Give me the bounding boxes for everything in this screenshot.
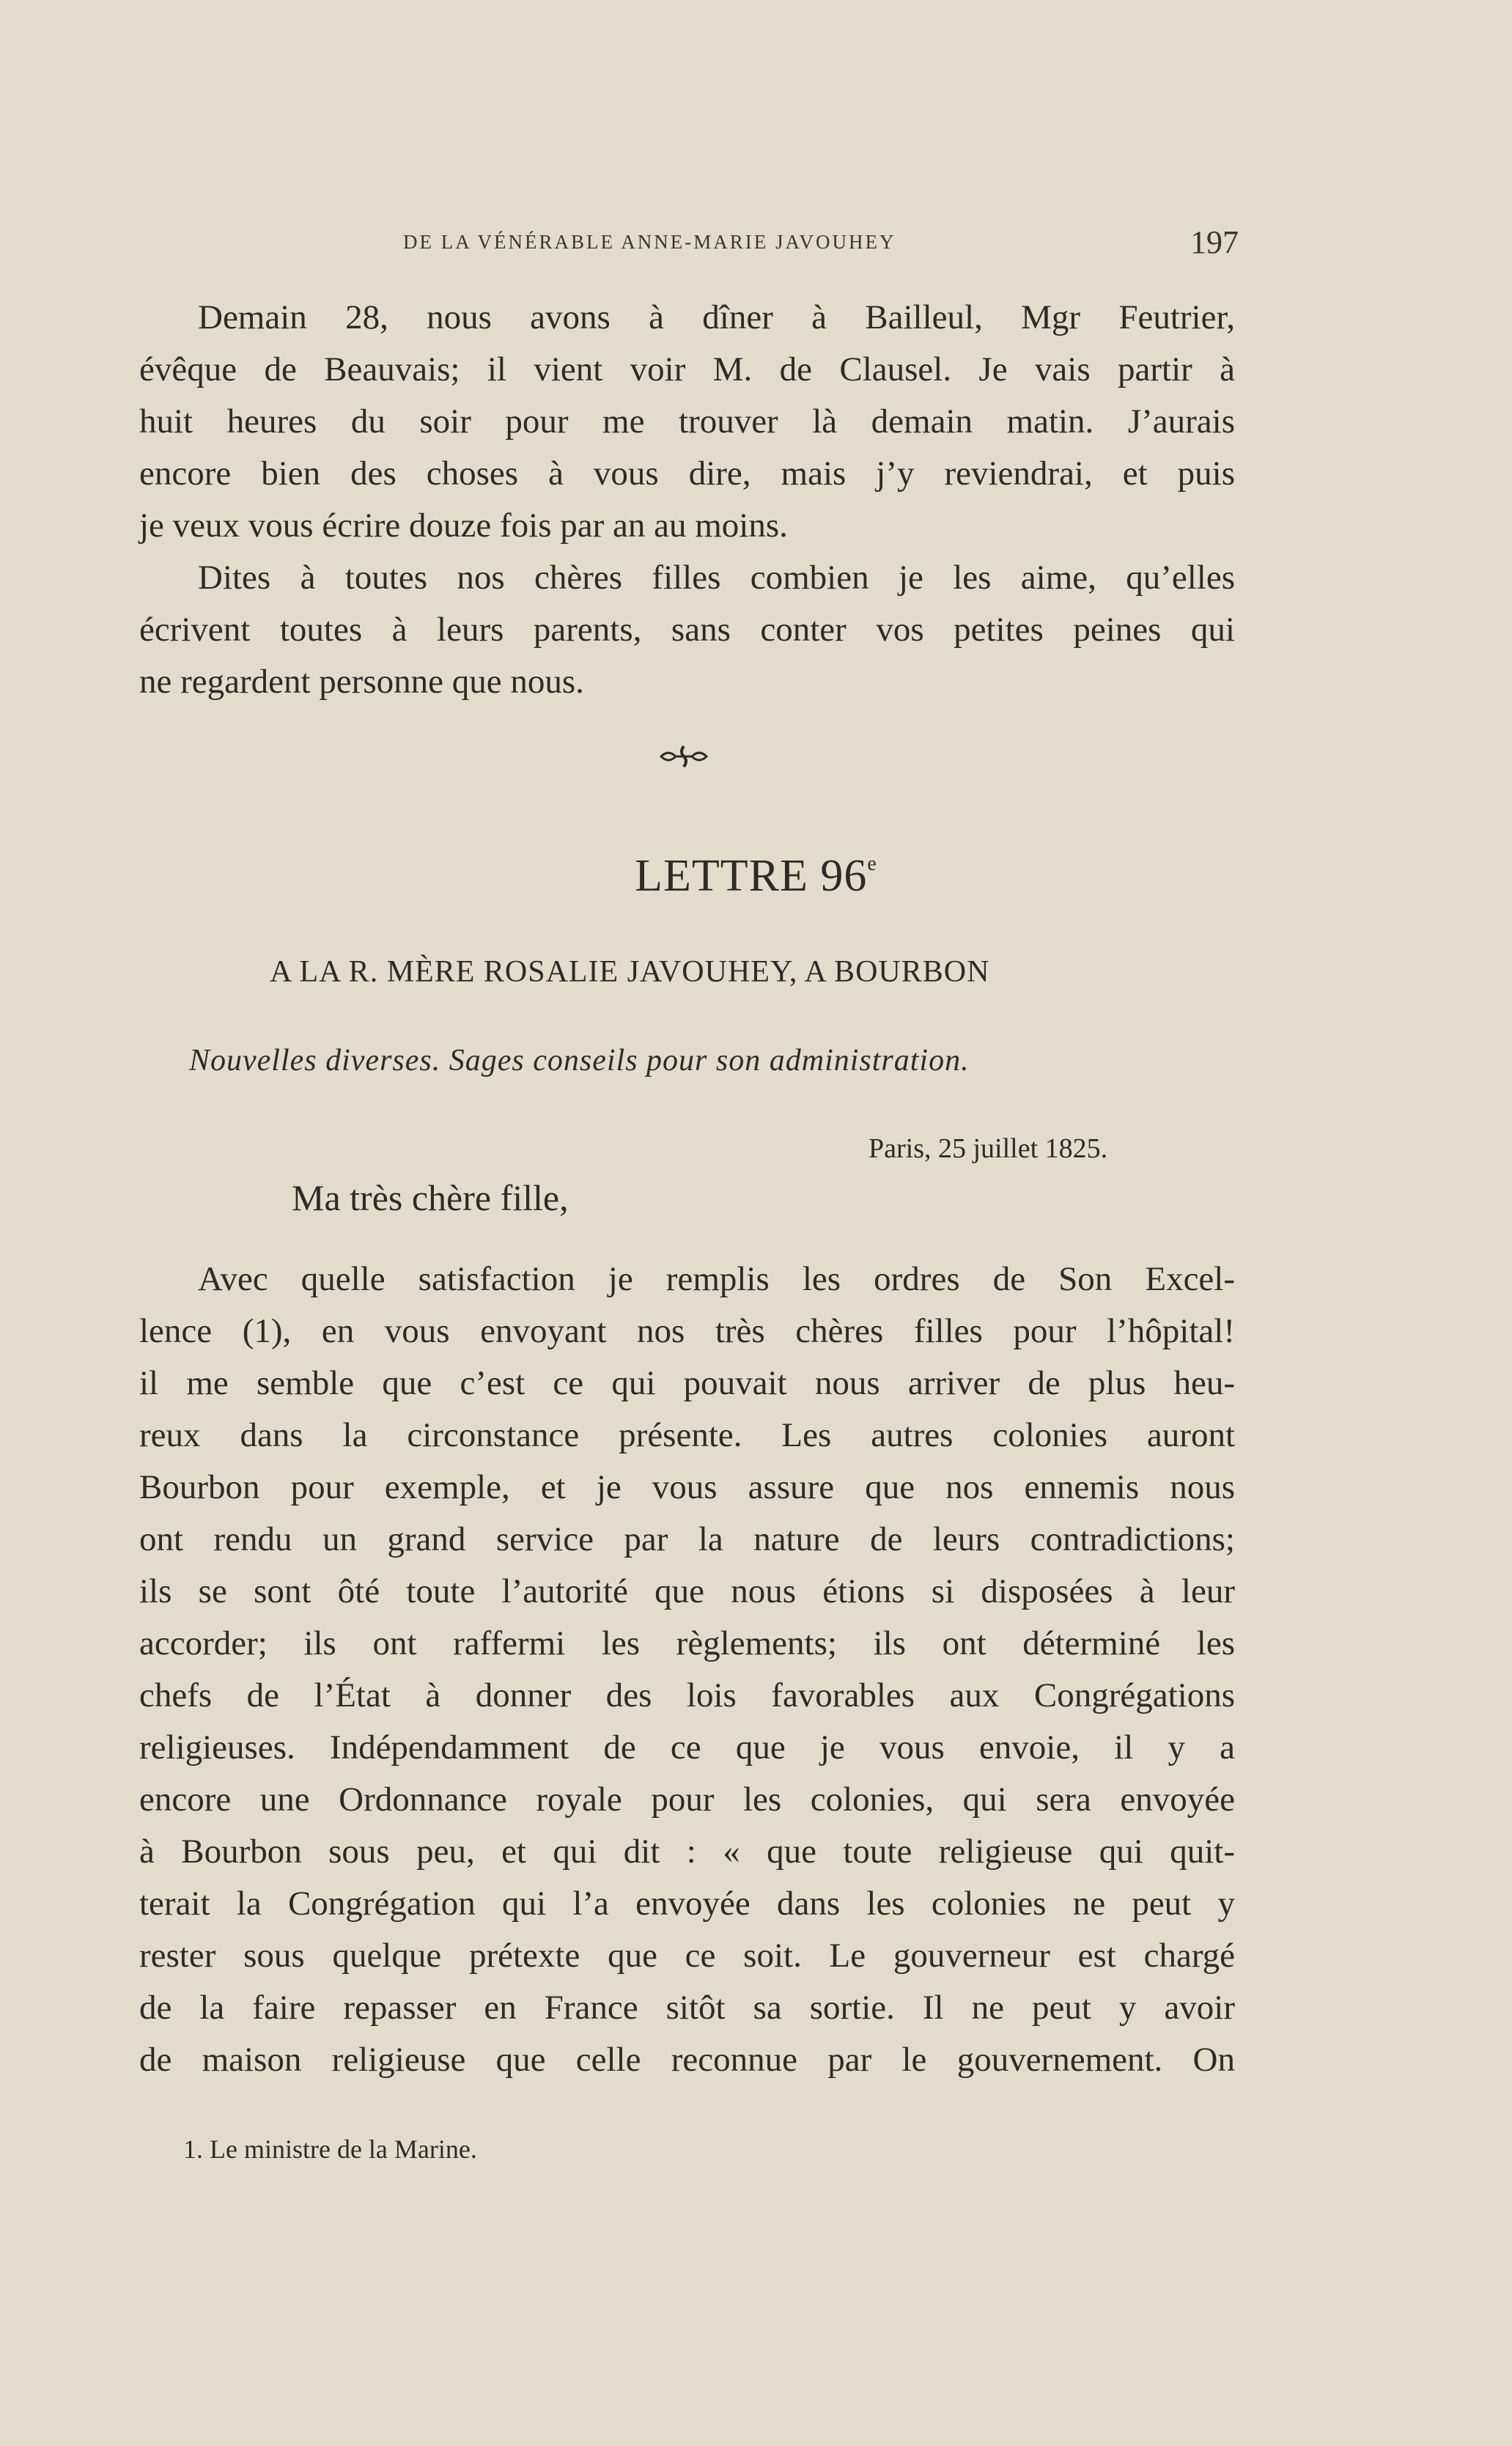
text-line: ne regardent personne que nous. xyxy=(139,663,584,701)
text-line: huit heures du soir pour me trouver là demain matin. J’aurais xyxy=(139,402,1235,441)
letter-title xyxy=(0,850,1512,902)
text-line: religieuses. Indépendamment de ce que je vous envoie, il y a xyxy=(139,1728,1235,1767)
text-line: il me semble que c’est ce qui pouvait nous arriver de plus heu- xyxy=(139,1364,1235,1402)
text-line: Bourbon pour exemple, et je vous assure que nos ennemis nous xyxy=(139,1468,1235,1506)
text-line: de la faire repasser en France sitôt sa sortie. Il ne peut y avoir xyxy=(139,1989,1235,2027)
running-head xyxy=(139,224,1239,260)
text-line: ont rendu un grand service par la nature de leurs contradictions; xyxy=(139,1520,1235,1558)
text-line: lence (1), en vous envoyant nos très chères filles pour l’hôpital! xyxy=(139,1312,1235,1350)
letter-addressee: A LA R. MÈRE ROSALIE JAVOUHEY, A BOURBON xyxy=(270,955,990,989)
text-line: ils se sont ôté toute l’autorité que nous étions si disposées à leur xyxy=(139,1572,1235,1610)
text-line: de maison religieuse que celle reconnue par le gouvernement. On xyxy=(139,2041,1235,2079)
running-title: DE LA VÉNÉRABLE ANNE-MARIE JAVOUHEY xyxy=(403,231,896,253)
footnote: 1. Le ministre de la Marine. xyxy=(183,2134,477,2164)
paragraph-continued xyxy=(139,292,1235,552)
text-line: chefs de l’État à donner des lois favorables aux Congrégations xyxy=(139,1676,1235,1714)
fleuron-ornament-icon xyxy=(658,742,709,771)
text-line: Dites à toutes nos chères filles combien je les aime, qu’elles xyxy=(198,559,1235,597)
text-line: terait la Congrégation qui l’a envoyée dans les colonies ne peut y xyxy=(139,1885,1235,1923)
text-line: Avec quelle satisfaction je remplis les ordres de Son Excel- xyxy=(198,1260,1235,1298)
text-line: je veux vous écrire douze fois par an au moins. xyxy=(139,506,788,545)
text-line: évêque de Beauvais; il vient voir M. de Clausel. Je vais partir à xyxy=(139,350,1235,388)
page-number: 197 xyxy=(1190,224,1239,260)
letter-body xyxy=(139,1253,1235,2086)
text-line: encore bien des choses à vous dire, mais j’y reviendrai, et puis xyxy=(139,454,1235,493)
letter-salutation: Ma très chère fille, xyxy=(292,1177,569,1218)
letter-title-superscript: e xyxy=(867,852,877,875)
text-line: à Bourbon sous peu, et qui dit : « que toute religieuse qui quit- xyxy=(139,1832,1235,1871)
text-line: encore une Ordonnance royale pour les colonies, qui sera envoyée xyxy=(139,1780,1235,1819)
paragraph-closing xyxy=(139,552,1235,708)
text-line: écrivent toutes à leurs parents, sans conter vos petites peines qui xyxy=(139,611,1235,649)
text-line: rester sous quelque prétexte que ce soit. Le gouverneur est chargé xyxy=(139,1937,1235,1975)
text-line: Demain 28, nous avons à dîner à Bailleul, Mgr Feutrier, xyxy=(198,298,1235,336)
text-line: reux dans la circonstance présente. Les autres colonies auront xyxy=(139,1416,1235,1454)
letter-title-text: LETTRE 96 xyxy=(635,851,868,901)
text-line: accorder; ils ont raffermi les règlements; ils ont déterminé les xyxy=(139,1624,1235,1662)
letter-place-date: Paris, 25 juillet 1825. xyxy=(869,1133,1108,1164)
letter-summary: Nouvelles diverses. Sages conseils pour son administration. xyxy=(189,1044,970,1078)
